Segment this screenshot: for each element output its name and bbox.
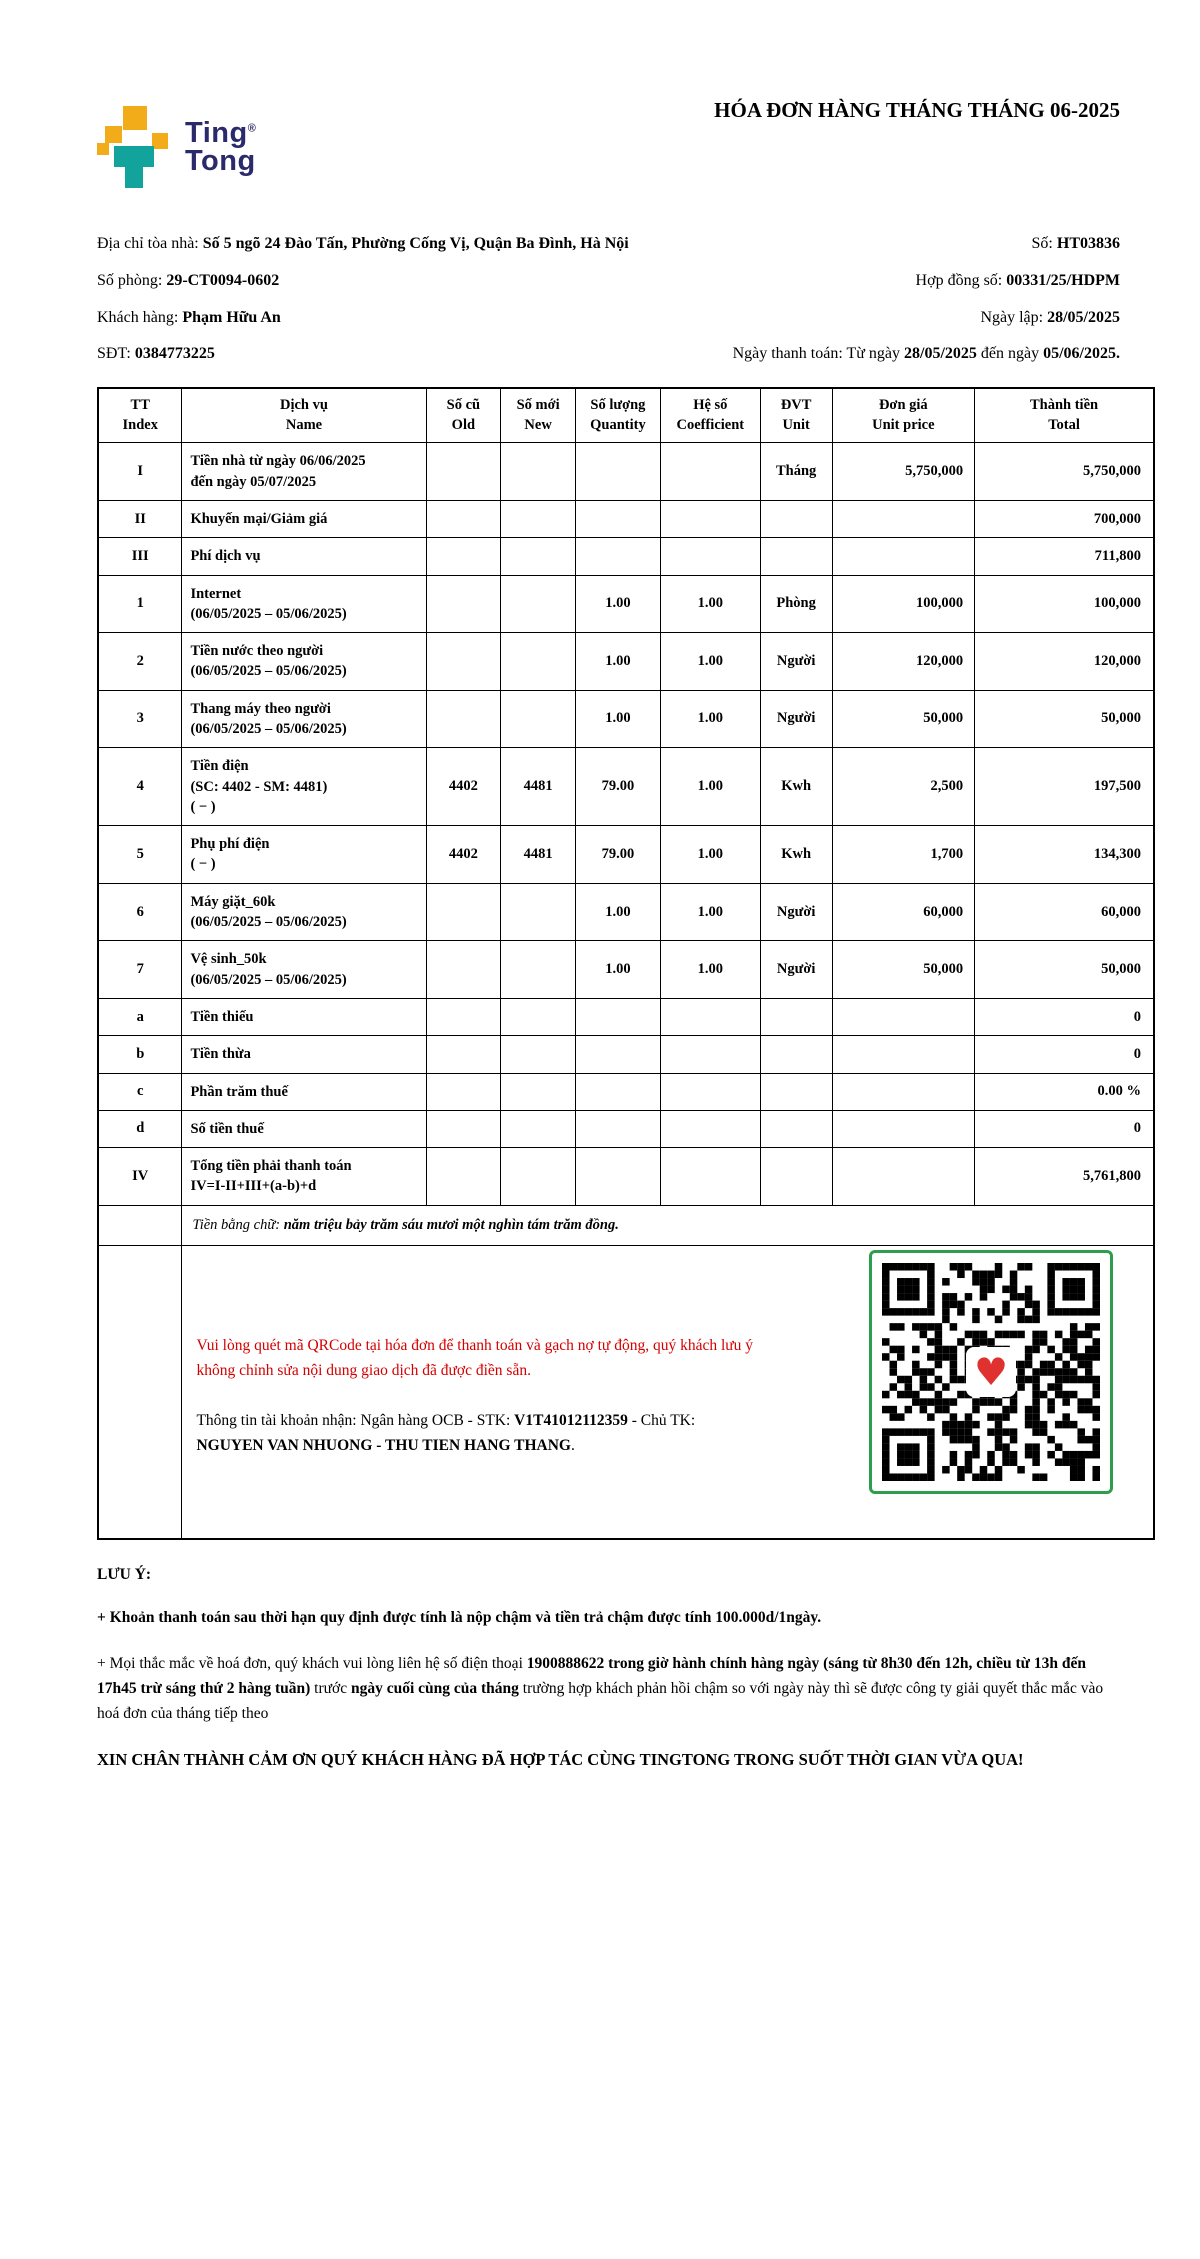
customer-phone: SĐT: 0384773225: [97, 345, 215, 363]
cell-unit: [760, 1110, 832, 1147]
cell-coefficient: [660, 1110, 760, 1147]
cell-total: 197,500: [975, 748, 1154, 826]
cell-name: Vệ sinh_50k (06/05/2025 – 05/06/2025): [182, 941, 426, 999]
cell-unit-price: [832, 1036, 975, 1073]
cell-old: [426, 1148, 501, 1206]
cell-unit: Người: [760, 633, 832, 691]
cell-coefficient: 1.00: [660, 826, 760, 884]
issue-date: Ngày lập: 28/05/2025: [980, 308, 1120, 326]
column-header-unit-price: Đơn giá Unit price: [832, 388, 975, 443]
table-row: [98, 538, 1154, 575]
header-row: [98, 388, 1154, 443]
cell-new: [501, 883, 576, 941]
cell-new: [501, 1073, 576, 1110]
cell-new: [501, 500, 576, 537]
brand-name-top: Ting: [185, 116, 248, 149]
cell-name: Khuyến mại/Giảm giá: [182, 500, 426, 537]
registered-mark: ®: [247, 121, 257, 134]
cell-new: 4481: [501, 826, 576, 884]
cell-total: 700,000: [975, 500, 1154, 537]
cell-name: Tiền thiếu: [182, 998, 426, 1035]
cell-old: [426, 883, 501, 941]
cell-index: III: [98, 538, 182, 575]
cell-old: [426, 443, 501, 501]
cell-new: [501, 1148, 576, 1206]
cell-total: 0.00 %: [975, 1073, 1154, 1110]
note-late-fee: + Khoản thanh toán sau thời hạn quy định được tính là nộp chậm và tiền trả chậm được tính 100.000d/1ngày.: [97, 1608, 822, 1626]
cell-quantity: 79.00: [576, 748, 661, 826]
cell-coefficient: [660, 500, 760, 537]
amount-in-words-row: [98, 1205, 1154, 1245]
invoice-table-head: [98, 388, 1154, 443]
table-row: [98, 690, 1154, 748]
cell-new: [501, 941, 576, 999]
column-header-name: Dịch vụ Name: [182, 388, 426, 443]
cell-unit: Kwh: [760, 748, 832, 826]
cell-unit-price: 1,700: [832, 826, 975, 884]
cell-total: 100,000: [975, 575, 1154, 633]
cell-name: Số tiền thuế: [182, 1110, 426, 1147]
cell-coefficient: 1.00: [660, 941, 760, 999]
cell-quantity: 79.00: [576, 826, 661, 884]
cell-quantity: [576, 500, 661, 537]
cell-old: [426, 690, 501, 748]
cell-new: 4481: [501, 748, 576, 826]
cell-quantity: [576, 443, 661, 501]
table-row: [98, 748, 1154, 826]
cell-quantity: 1.00: [576, 633, 661, 691]
cell-old: [426, 575, 501, 633]
cell-index: 3: [98, 690, 182, 748]
cell-coefficient: [660, 538, 760, 575]
cell-total: 0: [975, 998, 1154, 1035]
invoice-number: Số: HT03836: [1031, 235, 1120, 252]
cell-index: 4: [98, 748, 182, 826]
cell-quantity: [576, 538, 661, 575]
closing-thanks: XIN CHÂN THÀNH CẢM ƠN QUÝ KHÁCH HÀNG ĐÃ HỢP TÁC CÙNG TINGTONG TRONG SUỐT THỜI GIAN VỪA QUA!: [97, 1750, 1024, 1770]
cell-quantity: 1.00: [576, 941, 661, 999]
cell-old: 4402: [426, 748, 501, 826]
table-row: [98, 443, 1154, 501]
cell-name: Phần trăm thuế: [182, 1073, 426, 1110]
cell-index: a: [98, 998, 182, 1035]
cell-index-empty: [98, 1245, 182, 1539]
cell-unit-price: 50,000: [832, 690, 975, 748]
cell-index: 1: [98, 575, 182, 633]
cell-name: Phí dịch vụ: [182, 538, 426, 575]
cell-unit-price: [832, 1110, 975, 1147]
brand-name: [185, 116, 257, 177]
invoice-meta: [662, 226, 1155, 373]
qr-warning-note: Vui lòng quét mã QRCode tại hóa đơn để thanh toán và gạch nợ tự động, quý khách lưu ý không chỉnh sửa nội dung giao dịch đã được điền sẵn.: [196, 1336, 754, 1379]
customer-name: Khách hàng: Phạm Hữu An: [97, 308, 281, 326]
cell-quantity: [576, 998, 661, 1035]
table-row: [98, 1073, 1154, 1110]
cell-new: [501, 538, 576, 575]
footer-notes: [97, 1566, 1117, 1774]
column-header-coefficient: Hệ số Coefficient: [660, 388, 760, 443]
cell-new: [501, 998, 576, 1035]
cell-new: [501, 633, 576, 691]
cell-total: 134,300: [975, 826, 1154, 884]
table-row: [98, 633, 1154, 691]
cell-unit: Người: [760, 690, 832, 748]
cell-total: 0: [975, 1036, 1154, 1073]
cell-total: 711,800: [975, 538, 1154, 575]
cell-unit: [760, 500, 832, 537]
account-info: Thông tin tài khoản nhận: Ngân hàng OCB - STK: V1T41012112359 - Chủ TK: NGUYEN VAN NHUONG - THU TIEN HANG THANG.: [196, 1412, 696, 1455]
cell-old: [426, 500, 501, 537]
table-row: [98, 500, 1154, 537]
cell-quantity: [576, 1073, 661, 1110]
table-row: [98, 941, 1154, 999]
cell-name: Tổng tiền phải thanh toán IV=I-II+III+(a-b)+d: [182, 1148, 426, 1206]
cell-new: [501, 443, 576, 501]
invoice-table-foot: [98, 1205, 1154, 1539]
cell-coefficient: [660, 443, 760, 501]
cell-total: 50,000: [975, 941, 1154, 999]
cell-unit-price: 60,000: [832, 883, 975, 941]
cell-unit: [760, 538, 832, 575]
cell-coefficient: 1.00: [660, 633, 760, 691]
cell-quantity: 1.00: [576, 690, 661, 748]
brand-logo: [97, 106, 256, 188]
cell-quantity: [576, 1110, 661, 1147]
cell-total: 0: [975, 1110, 1154, 1147]
cell-index: c: [98, 1073, 182, 1110]
note-contact: + Mọi thắc mắc về hoá đơn, quý khách vui lòng liên hệ số điện thoại 1900888622 trong giờ hành chính hàng ngày (sáng từ 8h30 đến 12h, chiều từ 13h đến 17h45 trừ sáng thứ 2 hàng tuần) trước ngày cuối cùng của tháng trường hợp khách phản hồi chậm so với ngày này thì sẽ được công ty giải quyết thắc mắc vào hoá đơn của tháng tiếp theo: [97, 1654, 1104, 1723]
cell-quantity: [576, 1148, 661, 1206]
qr-code: [869, 1250, 1113, 1494]
cell-name: Tiền nước theo người (06/05/2025 – 05/06/2025): [182, 633, 426, 691]
qr-heart-icon: ♥: [966, 1347, 1016, 1397]
cell-unit-price: [832, 1073, 975, 1110]
qr-row: [98, 1245, 1154, 1539]
table-row: [98, 883, 1154, 941]
cell-unit-price: 120,000: [832, 633, 975, 691]
notes-heading: LƯU Ý:: [97, 1565, 152, 1583]
column-header-index: TT Index: [98, 388, 182, 443]
cell-coefficient: [660, 1073, 760, 1110]
cell-name: Tiền nhà từ ngày 06/06/2025 đến ngày 05/07/2025: [182, 443, 426, 501]
customer-info: [97, 226, 662, 373]
cell-unit: Kwh: [760, 826, 832, 884]
cell-quantity: 1.00: [576, 883, 661, 941]
cell-index: II: [98, 500, 182, 537]
cell-coefficient: [660, 1036, 760, 1073]
cell-unit-price: 5,750,000: [832, 443, 975, 501]
brand-name-bottom: Tong: [185, 145, 256, 177]
cell-index: b: [98, 1036, 182, 1073]
column-header-quantity: Số lượng Quantity: [576, 388, 661, 443]
cell-unit-price: [832, 500, 975, 537]
cell-total: 5,761,800: [975, 1148, 1154, 1206]
cell-unit-price: 50,000: [832, 941, 975, 999]
cell-total: 5,750,000: [975, 443, 1154, 501]
table-row: [98, 1110, 1154, 1147]
cell-unit: [760, 998, 832, 1035]
qr-section: [182, 1245, 1154, 1539]
building-address: Địa chỉ tòa nhà: Số 5 ngõ 24 Đào Tấn, Phường Cống Vị, Quận Ba Đình, Hà Nội: [97, 235, 629, 252]
column-header-old: Số cũ Old: [426, 388, 501, 443]
cell-unit-price: 100,000: [832, 575, 975, 633]
cell-new: [501, 1110, 576, 1147]
cell-coefficient: 1.00: [660, 748, 760, 826]
cell-new: [501, 575, 576, 633]
cell-unit-price: 2,500: [832, 748, 975, 826]
cell-unit: Tháng: [760, 443, 832, 501]
cell-unit: [760, 1036, 832, 1073]
cell-index: d: [98, 1110, 182, 1147]
payment-period: Ngày thanh toán: Từ ngày 28/05/2025 đến ngày 05/06/2025.: [732, 345, 1120, 363]
cell-old: 4402: [426, 826, 501, 884]
contract-number: Hợp đồng số: 00331/25/HDPM: [915, 271, 1120, 289]
cell-name: Tiền thừa: [182, 1036, 426, 1073]
cell-index: IV: [98, 1148, 182, 1206]
column-header-total: Thành tiền Total: [975, 388, 1154, 443]
cell-coefficient: 1.00: [660, 575, 760, 633]
invoice-title: HÓA ĐƠN HÀNG THÁNG THÁNG 06-2025: [714, 98, 1120, 122]
cell-quantity: 1.00: [576, 575, 661, 633]
cell-old: [426, 538, 501, 575]
cell-unit: [760, 1073, 832, 1110]
invoice-table: [97, 387, 1155, 1540]
cell-index: 5: [98, 826, 182, 884]
cell-total: 120,000: [975, 633, 1154, 691]
cell-unit-price: [832, 1148, 975, 1206]
cell-old: [426, 633, 501, 691]
table-row: [98, 826, 1154, 884]
cell-index: 2: [98, 633, 182, 691]
tingtong-logo-icon: [97, 106, 173, 188]
cell-unit: [760, 1148, 832, 1206]
cell-old: [426, 998, 501, 1035]
cell-name: Phụ phí điện ( − ): [182, 826, 426, 884]
cell-coefficient: [660, 1148, 760, 1206]
cell-index: 6: [98, 883, 182, 941]
cell-index: I: [98, 443, 182, 501]
cell-new: [501, 1036, 576, 1073]
cell-total: 60,000: [975, 883, 1154, 941]
table-row: [98, 575, 1154, 633]
invoice-info: [97, 226, 1155, 373]
cell-unit: Người: [760, 941, 832, 999]
cell-coefficient: 1.00: [660, 690, 760, 748]
cell-name: Internet (06/05/2025 – 05/06/2025): [182, 575, 426, 633]
table-row: [98, 1148, 1154, 1206]
column-header-new: Số mới New: [501, 388, 576, 443]
cell-total: 50,000: [975, 690, 1154, 748]
cell-coefficient: 1.00: [660, 883, 760, 941]
table-row: [98, 1036, 1154, 1073]
header: [97, 92, 1155, 210]
table-row: [98, 998, 1154, 1035]
cell-index: 7: [98, 941, 182, 999]
cell-unit: Phòng: [760, 575, 832, 633]
cell-unit-price: [832, 538, 975, 575]
cell-old: [426, 941, 501, 999]
cell-old: [426, 1036, 501, 1073]
column-header-unit: ĐVT Unit: [760, 388, 832, 443]
cell-index-empty: [98, 1205, 182, 1245]
cell-unit-price: [832, 998, 975, 1035]
invoice-table-body: [98, 443, 1154, 1205]
cell-new: [501, 690, 576, 748]
cell-unit: Người: [760, 883, 832, 941]
cell-coefficient: [660, 998, 760, 1035]
room-number: Số phòng: 29-CT0094-0602: [97, 271, 280, 289]
cell-old: [426, 1110, 501, 1147]
payment-instructions: [182, 1246, 757, 1538]
cell-old: [426, 1073, 501, 1110]
amount-in-words: Tiền bằng chữ: năm triệu bảy trăm sáu mươi một nghìn tám trăm đồng.: [182, 1205, 1154, 1245]
cell-name: Máy giặt_60k (06/05/2025 – 05/06/2025): [182, 883, 426, 941]
cell-name: Tiền điện (SC: 4402 - SM: 4481) ( − ): [182, 748, 426, 826]
cell-name: Thang máy theo người (06/05/2025 – 05/06/2025): [182, 690, 426, 748]
cell-quantity: [576, 1036, 661, 1073]
